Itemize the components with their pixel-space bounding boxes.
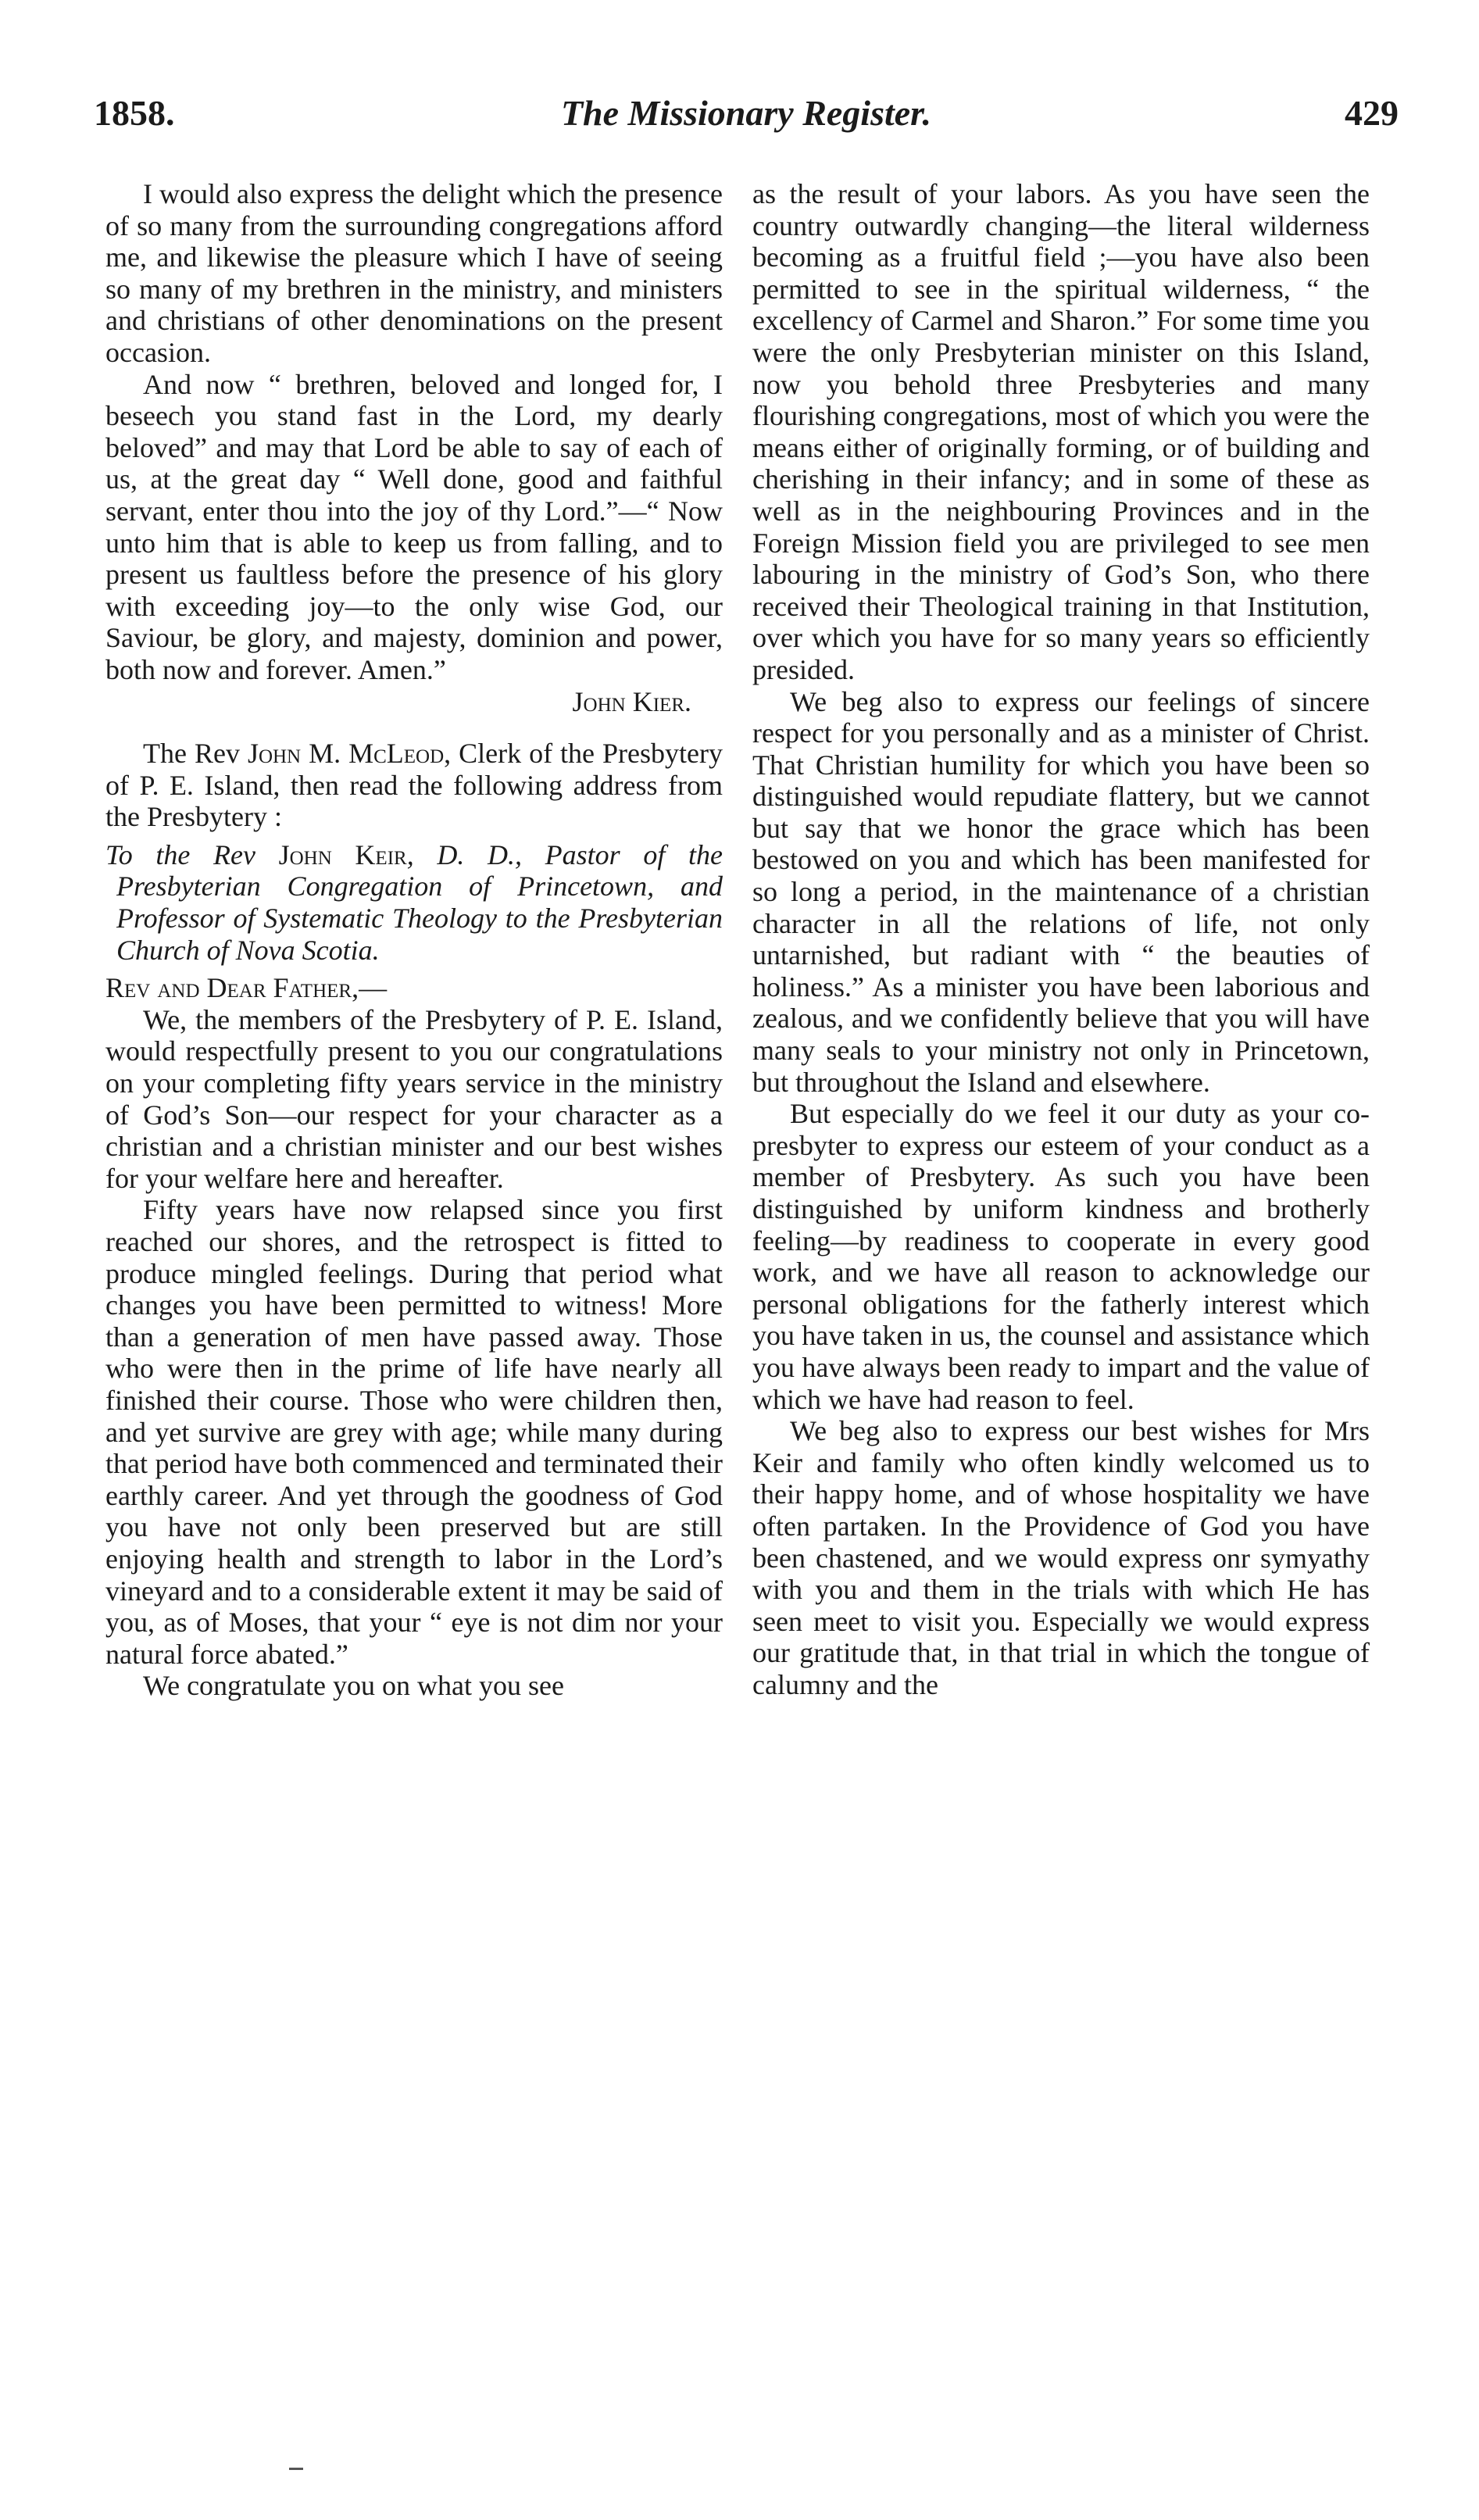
running-header xyxy=(94,92,1399,155)
addressee-post: , D. D., Pastor of the Presbyterian Congregation of Princetown, and Professor of Systematic Theology to the Presbyterian Church of Nova Scotia. xyxy=(116,838,723,966)
intro-paragraph xyxy=(105,738,723,833)
page-number: 429 xyxy=(1345,93,1399,133)
paragraph: And now “ brethren, beloved and longed for, I beseech you stand fast in the Lord, my dearly beloved” and may that Lord be able to say of each of us, at the great day “ Well done, good and faithful servant, enter thou into the joy of thy Lord.”—“ Now unto him that is able to keep us from falling, and to present us faultless before the presence of his glory with exceeding joy—to the only wise God, our Saviour, be glory, and majesty, dominion and power, both now and forever. Amen.” xyxy=(105,368,723,685)
salutation: Rev and Dear Father,— xyxy=(105,972,388,1004)
addressee-pre: To the Rev xyxy=(105,838,279,870)
intro-post: , Clerk of the Presbytery of P. E. Island, then read the following address from the Presbytery : xyxy=(105,738,723,833)
paragraph: We beg also to express our feelings of sincere respect for you personally and as a minister of Christ. That Christian humility for which you have been so distinguished would repudiate flattery, but we cannot but say that we honor the grace which has been bestowed on you and which has been manifested for so long a period, in the maintenance of a christian character in all the relations of life, not only untarnished, but radiant with “ the beauties of holiness.” As a minister you have been laborious and zealous, and we confidently believe that you will have many seals to your ministry not only in Princetown, but throughout the Island and elsewhere. xyxy=(752,685,1370,1098)
paragraph: But especially do we feel it our duty as your co-presbyter to express our esteem of your conduct as a member of Presbytery. As such you have been distinguished by uniform kindness and brotherly feeling—by readiness to cooperate in every good work, and we have all reason to acknowledge our personal obligations for the fatherly interest which you have taken in us, the counsel and assistance which you have always been ready to impart and the value of which we have had reason to feel. xyxy=(752,1098,1370,1415)
printer-mark xyxy=(289,2468,303,2470)
paragraph: as the result of your labors. As you have seen the country outwardly changing—the literal wilderness becoming as a fruitful field ;—you have also been permitted to see in the spiritual wilderness, “ the excellency of Carmel and Sharon.” For some time you were the only Presbyterian minister on this Island, now you behold three Presbyteries and many flourishing congregations, most of which you were the means either of originally forming, or of building and cherishing in their infancy; and in some of these as well as in the neighbouring Provinces and in the Foreign Mission field you are privileged to see men labouring in the ministry of God’s Son, who there received their Theological training in that Institution, over which you have for so many years so efficiently presided. xyxy=(752,178,1370,685)
header-year: 1858. xyxy=(94,93,175,133)
left-column xyxy=(105,178,723,1702)
addressee xyxy=(105,839,723,966)
paragraph: We, the members of the Presbytery of P. E. Island, would respectfully present to you our congratulations on your completing fifty years service in the ministry of God’s Son—our respect for your character as a christian and a christian minister and our best wishes for your welfare here and hereafter. xyxy=(105,1003,723,1194)
right-column xyxy=(752,178,1370,1701)
paragraph: I would also express the delight which the presence of so many from the surrounding congregations afford me, and likewise the pleasure which I have of seeing so many of my brethren in the ministry, and ministers and christians of other denominations on the present occasion. xyxy=(105,178,723,368)
clerk-name: John M. McLeod xyxy=(247,738,445,770)
paragraph: Fifty years have now relapsed since you first reached our shores, and the retrospect is fitted to produce mingled feelings. During that period what changes you have been permitted to witness! More than a generation of men have passed away. Those who were then in the prime of life have nearly all finished their course. Those who were children then, and yet survive are grey with age; while many during that period have both commenced and terminated their earthly career. And yet through the goodness of God you have not only been preserved but are still enjoying health and strength to labor in the Lord’s vineyard and to a considerable extent it may be said of you, as of Moses, that your “ eye is not dim nor your natural force abated.” xyxy=(105,1194,723,1670)
paragraph: We beg also to express our best wishes for Mrs Keir and family who often kindly welcomed us to their happy home, and of whose hospitality we have often partaken. In the Providence of God you have been chastened, and we would express onr symyathy with you and them in the trials with which He has seen meet to visit you. Especially we would express our gratitude that, in that trial in which the tongue of calumny and the xyxy=(752,1415,1370,1700)
intro-pre: The Rev xyxy=(143,738,248,770)
paragraph: We congratulate you on what you see xyxy=(143,1670,564,1702)
journal-title: The Missionary Register. xyxy=(560,93,932,133)
addressee-name: John Keir xyxy=(278,838,407,870)
signature: John Kier. xyxy=(572,685,691,717)
